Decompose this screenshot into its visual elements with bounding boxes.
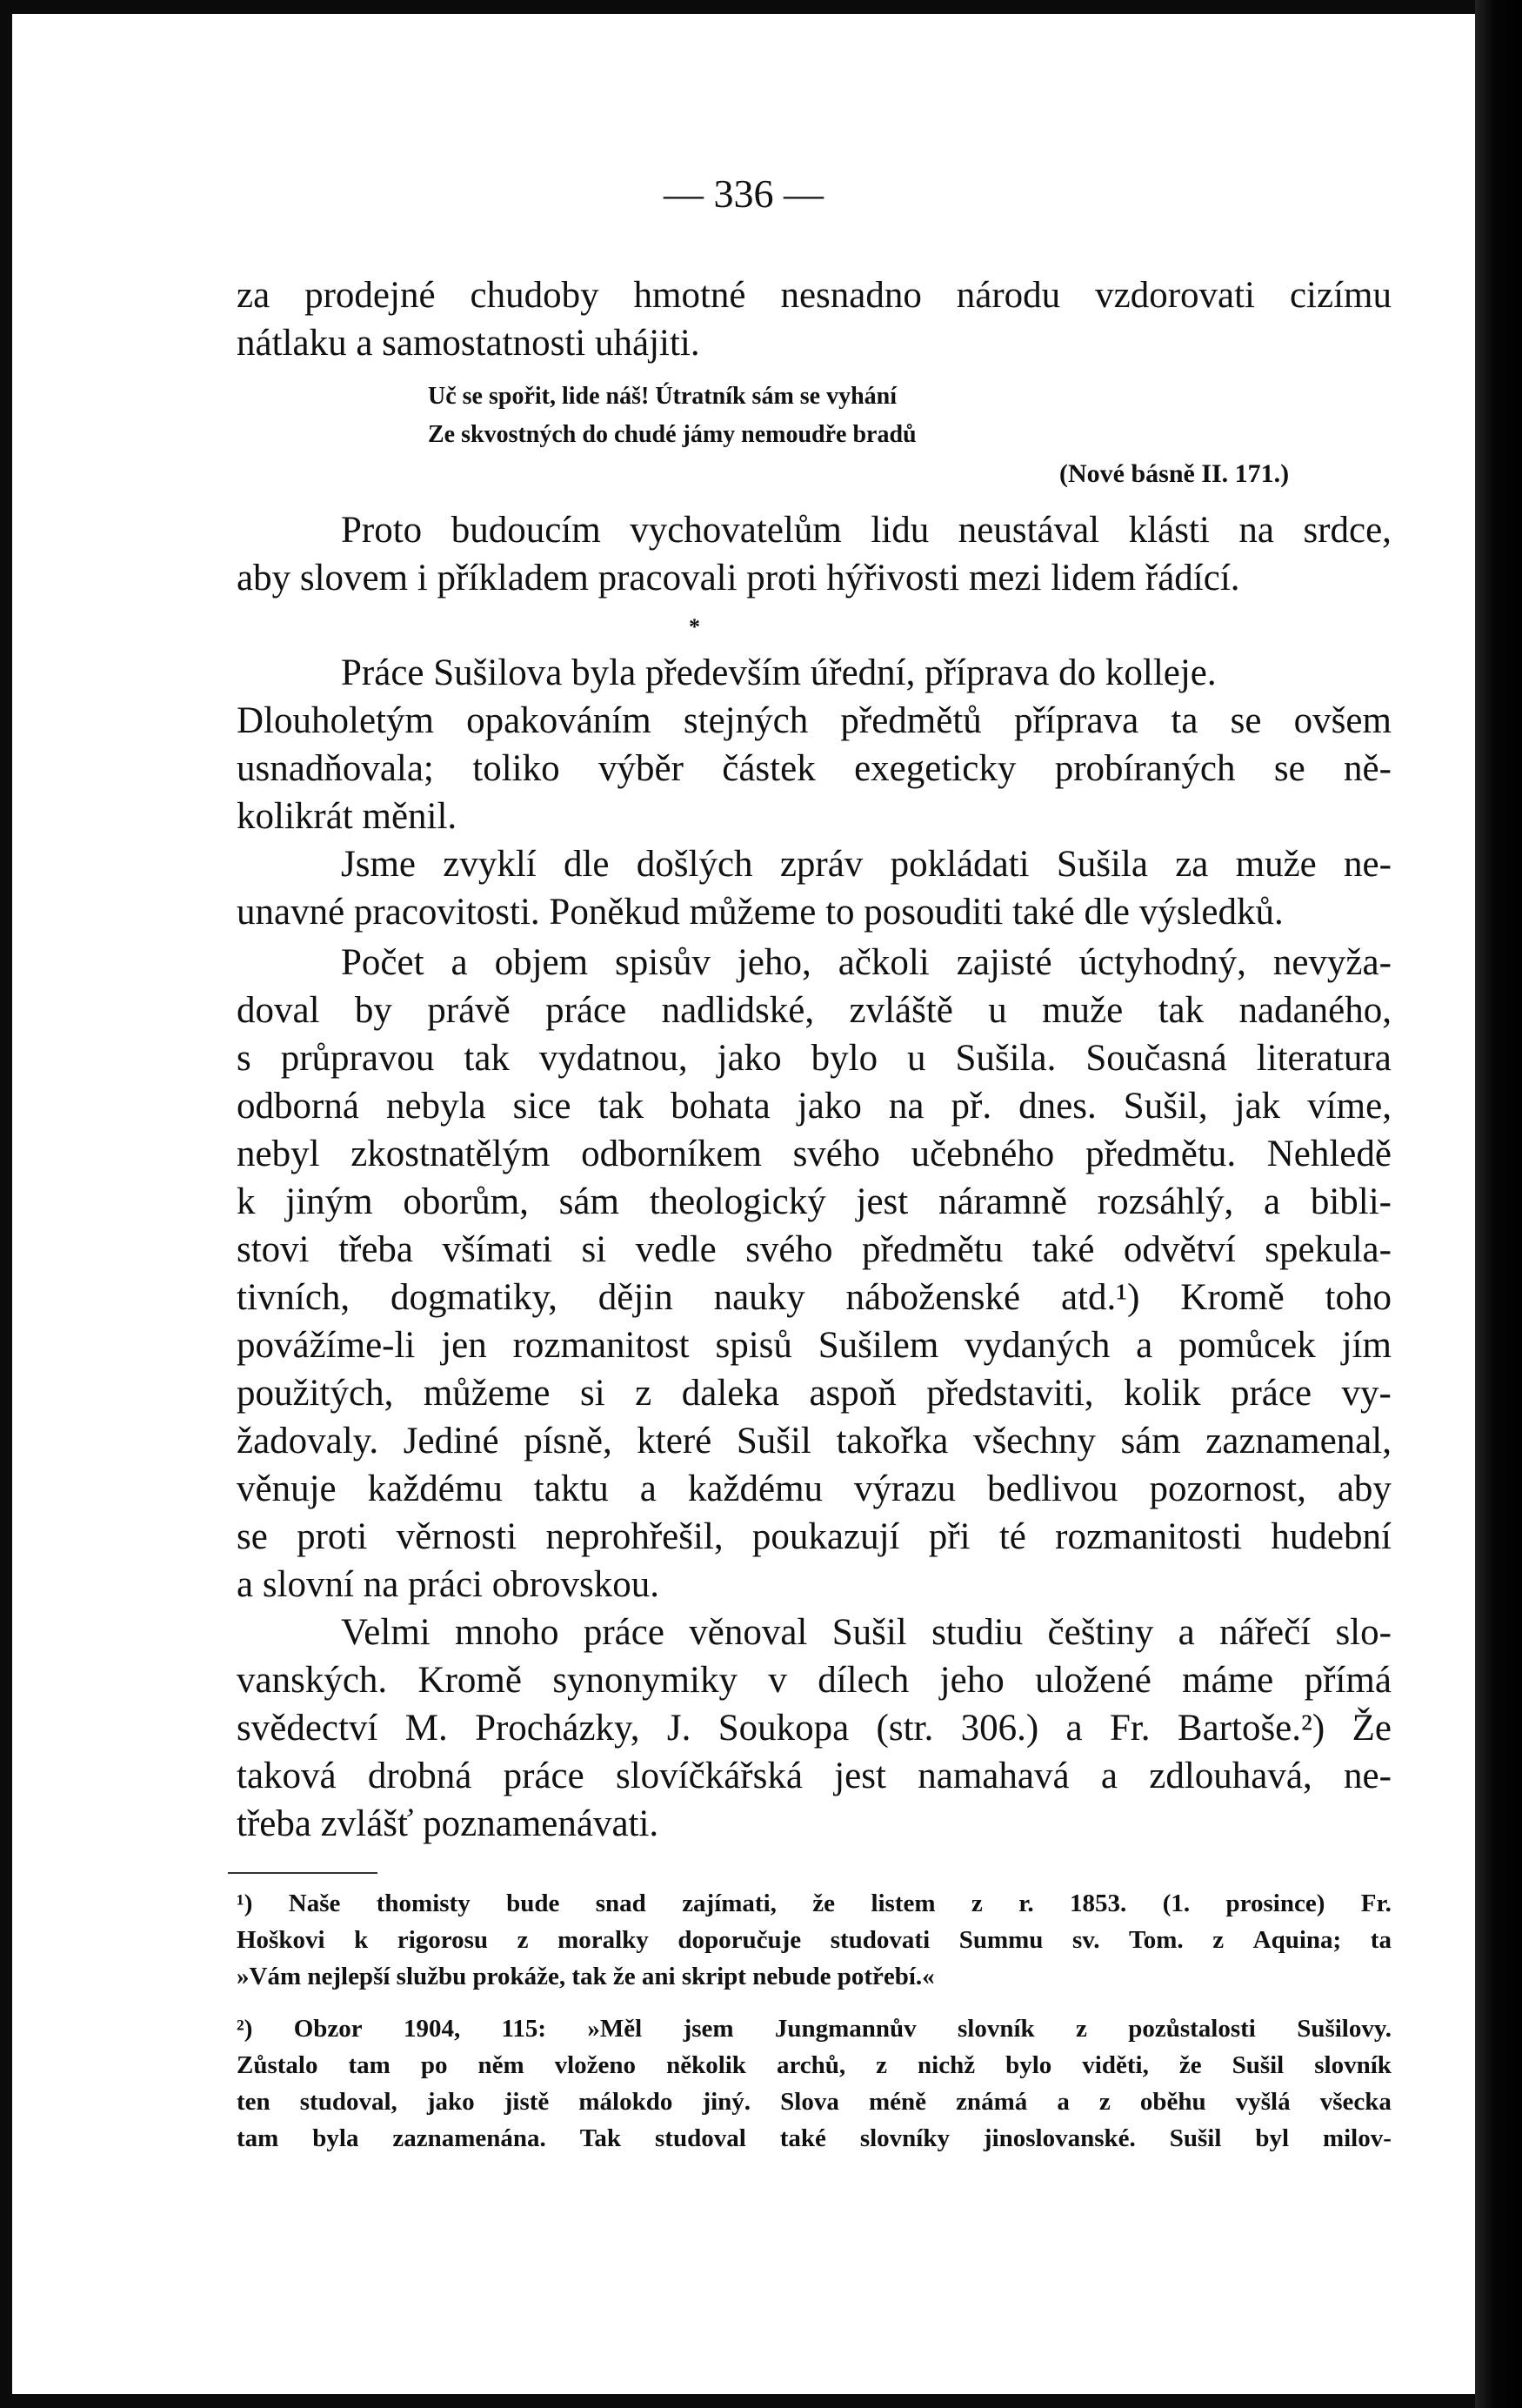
body-line: doval by právě práce nadlidské, zvláště u muže tak nadaného, <box>237 990 1392 1031</box>
body-line: kolikrát měnil. <box>237 796 457 837</box>
body-line: žadovaly. Jediné písně, které Sušil takořka všechny sám zaznamenal, <box>237 1421 1392 1462</box>
verse-source: (Nové básně II. 171.) <box>1059 459 1290 488</box>
body-line: za prodejné chudoby hmotné nesnadno národu vzdorovati cizímu <box>237 275 1392 316</box>
body-line: věnuje každému taktu a každému výrazu bedlivou pozornost, aby <box>237 1468 1392 1509</box>
body-line: povážíme-li jen rozmanitost spisů Sušilem vydaných a pomůcek jím <box>237 1325 1392 1366</box>
scan-edge-shadow <box>1475 0 1522 2408</box>
body-line: aby slovem i příkladem pracovali proti hýřivosti mezi lidem řádící. <box>237 558 1240 599</box>
body-line: nátlaku a samostatnosti uhájiti. <box>237 323 700 364</box>
verse-line: Ze skvostných do chudé jámy nemoudře bradů <box>428 421 917 448</box>
body-line: k jiným oborům, sám theologický jest náramně rozsáhlý, a bibli- <box>237 1181 1392 1222</box>
body-line: Velmi mnoho práce věnoval Sušil studiu češtiny a nářečí slo- <box>341 1612 1392 1653</box>
body-line: stovi třeba všímati si vedle svého předmětu také odvětví spekula- <box>237 1229 1392 1270</box>
body-line: nebyl zkostnatělým odborníkem svého učebného předmětu. Nehledě <box>237 1134 1392 1174</box>
body-line: Práce Sušilova byla především úřední, příprava do kolleje. <box>341 652 1217 693</box>
body-line: s průpravou tak vydatnou, jako bylo u Sušila. Současná literatura <box>237 1038 1392 1079</box>
book-page <box>12 14 1475 2394</box>
body-line: Počet a objem spisův jeho, ačkoli zajisté úctyhodný, nevyža- <box>341 942 1392 983</box>
body-line: svědectví M. Procházky, J. Soukopa (str. 306.) a Fr. Bartoše.²) Že <box>237 1708 1392 1749</box>
body-line: odborná nebyla sice tak bohata jako na př. dnes. Sušil, jak víme, <box>237 1086 1392 1127</box>
body-line: Dlouholetým opakováním stejných předmětů příprava ta se ovšem <box>237 700 1392 741</box>
footnote-rule <box>228 1872 377 1874</box>
verse-line: Uč se spořit, lide náš! Útratník sám se vyhání <box>428 383 898 410</box>
section-separator: * <box>689 614 700 639</box>
body-line: taková drobná práce slovíčkářská jest namahavá a zdlouhavá, ne- <box>237 1756 1392 1796</box>
body-line: a slovní na práci obrovskou. <box>237 1564 660 1605</box>
body-line: usnadňovala; toliko výběr částek exegeticky probíraných se ně- <box>237 748 1392 789</box>
page-number: — 336 — <box>664 171 824 216</box>
body-line: vanských. Kromě synonymiky v dílech jeho uložené máme přímá <box>237 1660 1392 1701</box>
body-line: Proto budoucím vychovatelům lidu neustával klásti na srdce, <box>341 510 1392 551</box>
body-line: použitých, můžeme si z daleka aspoň představiti, kolik práce vy- <box>237 1373 1392 1414</box>
footnote-line: ten studoval, jako jistě málokdo jiný. Slova méně známá a z oběhu vyšlá všecka <box>237 2088 1392 2116</box>
body-line: Jsme zvyklí dle došlých zpráv pokládati Sušila za muže ne- <box>341 844 1392 885</box>
body-line: třeba zvlášť poznamenávati. <box>237 1803 659 1844</box>
body-line: tivních, dogmatiky, dějin nauky náboženské atd.¹) Kromě toho <box>237 1277 1392 1318</box>
footnote-line: tam byla zaznamenána. Tak studoval také slovníky jinoslovanské. Sušil byl milov- <box>237 2124 1392 2152</box>
body-line: unavné pracovitosti. Poněkud můžeme to posouditi také dle výsledků. <box>237 892 1284 933</box>
footnote-line: Zůstalo tam po něm vloženo několik archů, z nichž bylo viděti, že Sušil slovník <box>237 2051 1392 2079</box>
footnote-line: Hoškovi k rigorosu z moralky doporučuje studovati Summu sv. Tom. z Aquina; ta <box>237 1926 1392 1954</box>
body-line: se proti věrnosti neprohřešil, poukazují při té rozmanitosti hudební <box>237 1516 1392 1557</box>
footnote-line: ¹) Naše thomisty bude snad zajímati, že listem z r. 1853. (1. prosince) Fr. <box>237 1890 1392 1917</box>
footnote-line: »Vám nejlepší službu prokáže, tak že ani skript nebude potřebí.« <box>237 1963 935 1990</box>
footnote-line: ²) Obzor 1904, 115: »Měl jsem Jungmannův slovník z pozůstalosti Sušilovy. <box>237 2015 1392 2043</box>
